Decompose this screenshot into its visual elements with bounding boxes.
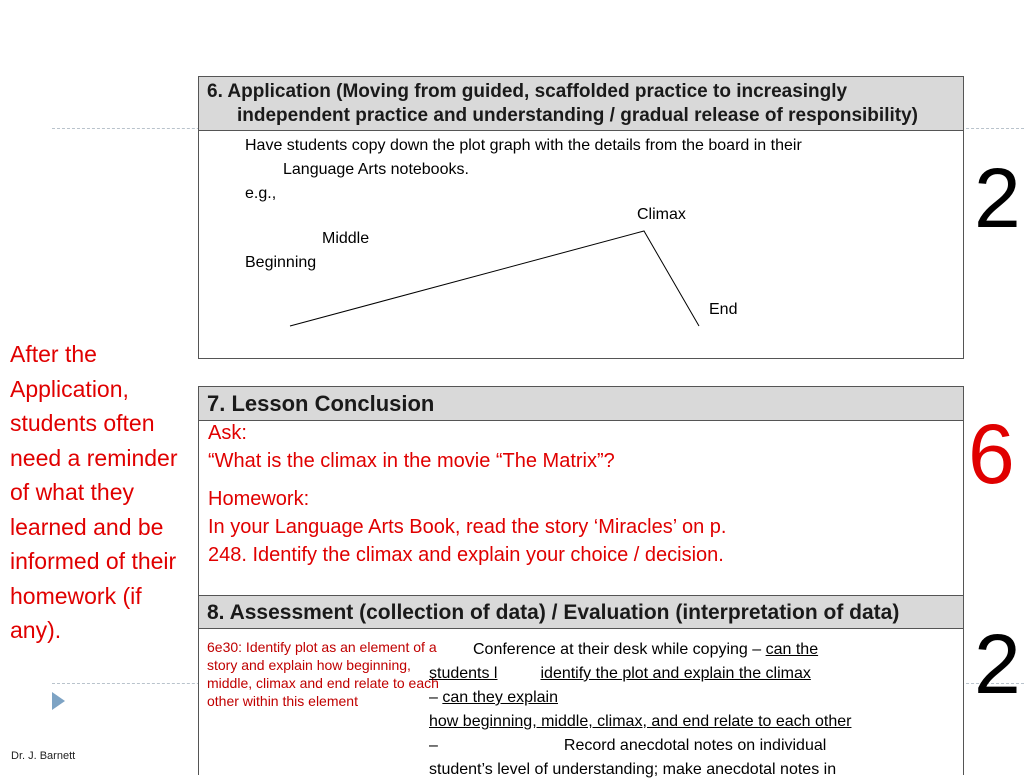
plot-graph-lines <box>199 77 965 360</box>
application-panel <box>198 76 964 359</box>
number-six: 6 <box>968 407 1015 501</box>
plot-line <box>290 231 699 326</box>
assessment-line3: – can they explain <box>429 689 558 706</box>
conclusion-body <box>208 419 726 569</box>
application-header-line1: 6. Application (Moving from guided, scaffolded practice to increasingly <box>207 81 848 102</box>
side-note: After the Application, students often need a reminder of what they learned and be informed of their homework (if any). <box>10 341 178 643</box>
application-text-line2: Language Arts notebooks. <box>283 161 469 178</box>
ask-label: Ask: <box>208 422 247 444</box>
assessment-line4: how beginning, middle, climax, and end relate to each other <box>429 713 852 730</box>
number-two-bottom: 2 <box>974 617 1021 711</box>
homework-label: Homework: <box>208 488 310 510</box>
plot-label-end: End <box>709 301 738 318</box>
plot-label-middle: Middle <box>322 230 370 247</box>
homework-line1: In your Language Arts Book, read the story ‘Miracles’ on p. <box>208 516 727 538</box>
ask-question: “What is the climax in the movie “The Matrix”? <box>208 450 615 472</box>
assessment-header: 8. Assessment (collection of data) / Evaluation (interpretation of data) <box>199 596 963 629</box>
conclusion-header: 7. Lesson Conclusion <box>199 387 963 421</box>
assessment-line2: students l identify the plot and explain the climax <box>429 665 811 682</box>
assessment-panel <box>198 595 964 778</box>
homework-line2: 248. Identify the climax and explain your choice / decision. <box>208 544 724 566</box>
assessment-line1: Conference at their desk while copying – can the <box>473 641 819 658</box>
assessment-line5: – Record anecdotal notes on individual <box>429 737 827 754</box>
footer-author: Dr. J. Barnett <box>11 750 76 762</box>
plot-label-beginning: Beginning <box>245 254 317 271</box>
play-triangle-icon <box>52 692 65 710</box>
plot-label-climax: Climax <box>637 206 686 223</box>
conclusion-panel <box>198 386 964 596</box>
application-header-line2: independent practice and understanding / gradual release of responsibility) <box>237 105 918 126</box>
standard-text: 6e30: Identify plot as an element of a story and explain how beginning, middle, climax and end relate to each other within this element <box>207 639 439 709</box>
application-text-line3: e.g., <box>245 185 277 202</box>
assessment-line6: student’s level of understanding; make anecdotal notes in <box>429 761 837 778</box>
application-text-line1: Have students copy down the plot graph with the details from the board in their <box>245 137 802 154</box>
number-two-top: 2 <box>974 151 1021 245</box>
assessment-text <box>429 638 959 782</box>
